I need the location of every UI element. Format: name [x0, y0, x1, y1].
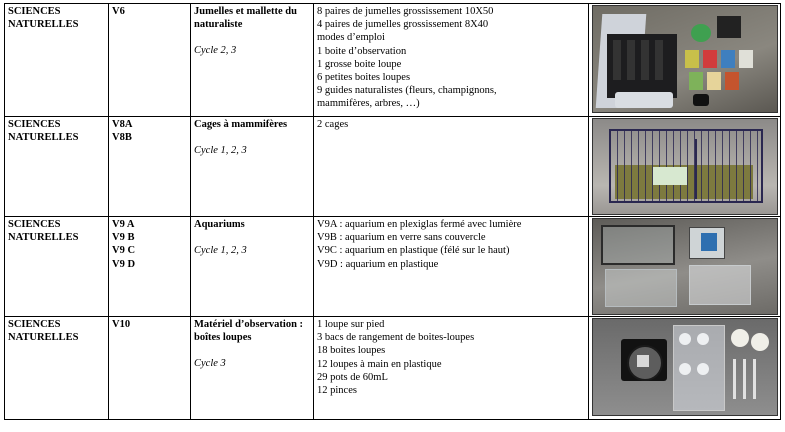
magnifier-boxes-photo — [592, 318, 778, 416]
item-code: V9 A — [112, 219, 135, 230]
content-line: modes d’emploi — [317, 32, 385, 44]
item-title: Matériel d’observation : boîtes loupes — [194, 319, 304, 344]
discipline-line: SCIENCES — [8, 6, 61, 17]
equipment-catalog-table — [4, 3, 781, 420]
table-row — [5, 217, 781, 317]
item-cycle: Cycle 3 — [194, 358, 226, 370]
item-cycle: Cycle 1, 2, 3 — [194, 145, 247, 157]
discipline-line: SCIENCES — [8, 219, 61, 230]
content-line: 1 loupe sur pied — [317, 319, 385, 330]
discipline-line: NATURELLES — [8, 132, 79, 144]
discipline-line: NATURELLES — [8, 19, 79, 31]
item-title: Cages à mammifères — [194, 119, 288, 130]
content-line: 12 loupes à main en plastique — [317, 358, 442, 370]
binoculars-and-guides-photo — [592, 5, 778, 113]
item-code: V9 D — [112, 258, 136, 270]
content-line: 1 grosse boite loupe — [317, 58, 402, 70]
content-line: V9C : aquarium en plastique (félé sur le haut) — [317, 245, 510, 257]
discipline-line: NATURELLES — [8, 332, 79, 344]
content-line: 2 cages — [317, 119, 349, 130]
discipline-cell — [5, 317, 109, 420]
content-line: 4 paires de jumelles grossissement 8X40 — [317, 19, 489, 31]
item-code: V8A — [112, 119, 133, 130]
table-row — [5, 117, 781, 217]
title-cell — [191, 217, 314, 317]
item-title: Aquariums — [194, 219, 245, 230]
content-cell — [314, 117, 589, 217]
aquariums-photo — [592, 218, 778, 315]
content-line: V9A : aquarium en plexiglas fermé avec lumière — [317, 219, 522, 230]
photo-cell — [589, 317, 781, 420]
discipline-cell — [5, 217, 109, 317]
item-code: V8B — [112, 132, 132, 144]
code-cell — [109, 317, 191, 420]
content-cell — [314, 4, 589, 117]
code-cell — [109, 4, 191, 117]
photo-cell — [589, 117, 781, 217]
discipline-line: NATURELLES — [8, 232, 79, 244]
item-code: V10 — [112, 319, 131, 330]
discipline-line: SCIENCES — [8, 119, 61, 130]
discipline-line: SCIENCES — [8, 319, 61, 330]
content-line: 9 guides naturalistes (fleurs, champignons, — [317, 85, 497, 97]
item-cycle: Cycle 2, 3 — [194, 45, 237, 57]
content-cell — [314, 217, 589, 317]
content-line: 8 paires de jumelles grossissement 10X50 — [317, 6, 494, 17]
content-line: 3 bacs de rangement de boites-loupes — [317, 332, 475, 344]
title-cell — [191, 117, 314, 217]
content-line: 18 boites loupes — [317, 345, 386, 357]
content-cell — [314, 317, 589, 420]
table-row — [5, 4, 781, 117]
code-cell — [109, 217, 191, 317]
content-line: 29 pots de 60mL — [317, 371, 388, 383]
mammal-cage-photo — [592, 118, 778, 215]
table-row — [5, 317, 781, 420]
photo-cell — [589, 217, 781, 317]
title-cell — [191, 317, 314, 420]
content-line: 6 petites boites loupes — [317, 72, 411, 84]
item-code: V9 C — [112, 245, 136, 257]
discipline-cell — [5, 4, 109, 117]
item-title: Jumelles et mallette du naturaliste — [194, 6, 297, 31]
item-code: V6 — [112, 6, 125, 17]
photo-cell — [589, 4, 781, 117]
content-line: mammifères, arbres, …) — [317, 98, 420, 110]
discipline-cell — [5, 117, 109, 217]
content-line: 1 boite d’observation — [317, 45, 407, 57]
code-cell — [109, 117, 191, 217]
content-line: V9D : aquarium en plastique — [317, 258, 439, 270]
title-cell — [191, 4, 314, 117]
item-code: V9 B — [112, 232, 135, 244]
content-line: 12 pinces — [317, 385, 357, 397]
item-cycle: Cycle 1, 2, 3 — [194, 245, 247, 257]
content-line: V9B : aquarium en verre sans couvercle — [317, 232, 486, 244]
